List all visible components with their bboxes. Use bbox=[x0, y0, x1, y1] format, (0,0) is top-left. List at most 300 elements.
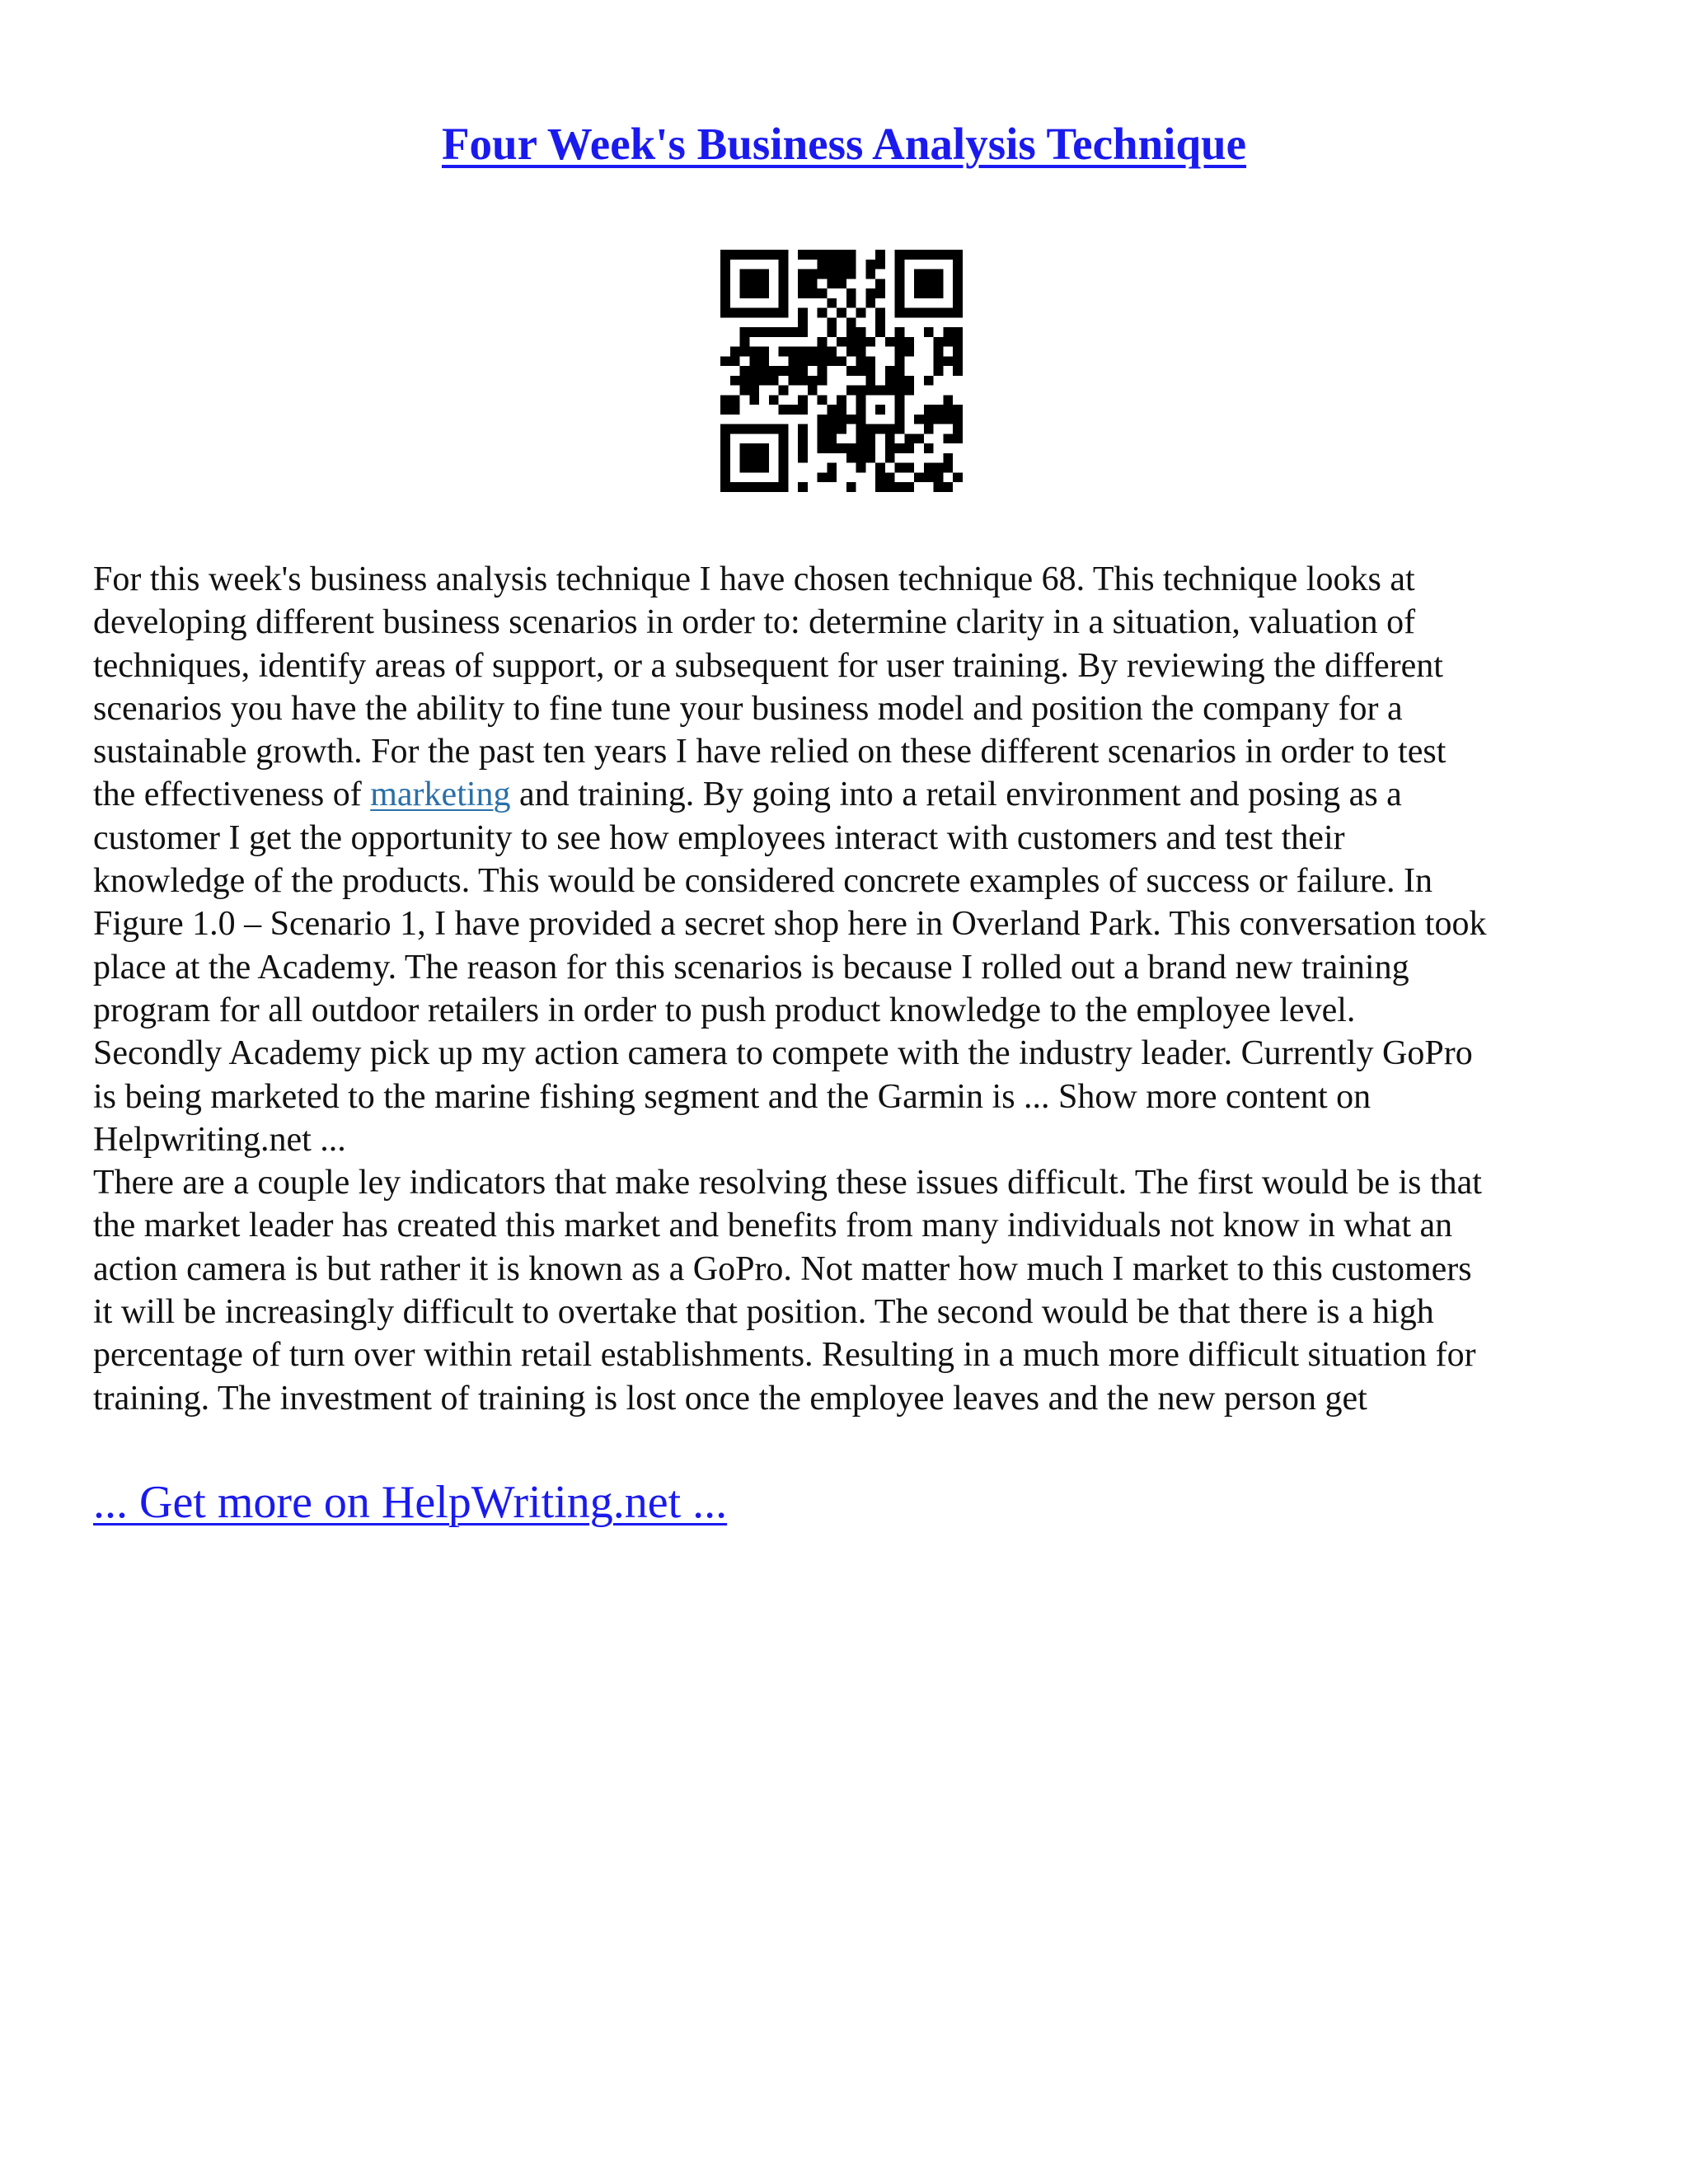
qr-module bbox=[837, 424, 846, 434]
qr-module bbox=[953, 415, 963, 424]
qr-module bbox=[924, 443, 934, 453]
marketing-link[interactable]: marketing bbox=[370, 776, 511, 814]
qr-module bbox=[846, 453, 856, 463]
qr-module bbox=[798, 434, 808, 443]
qr-module bbox=[759, 250, 769, 260]
qr-module bbox=[798, 269, 808, 279]
qr-module bbox=[895, 405, 905, 415]
qr-module bbox=[885, 453, 895, 463]
qr-module bbox=[769, 482, 779, 492]
qr-module bbox=[943, 453, 953, 463]
qr-module bbox=[720, 308, 730, 318]
qr-module bbox=[779, 405, 789, 415]
qr-module bbox=[730, 482, 740, 492]
qr-module bbox=[934, 405, 944, 415]
qr-module bbox=[818, 356, 828, 366]
qr-module bbox=[779, 298, 789, 308]
qr-module bbox=[943, 463, 953, 473]
qr-module bbox=[924, 463, 934, 473]
qr-module bbox=[934, 347, 944, 357]
qr-module bbox=[934, 288, 944, 298]
qr-module bbox=[924, 424, 934, 434]
qr-module bbox=[749, 453, 759, 463]
qr-module bbox=[827, 434, 837, 443]
qr-module bbox=[895, 298, 905, 308]
qr-module bbox=[749, 327, 759, 337]
qr-module bbox=[798, 279, 808, 288]
qr-module bbox=[934, 356, 944, 366]
qr-module bbox=[827, 317, 837, 327]
qr-module bbox=[934, 472, 944, 482]
qr-module bbox=[720, 453, 730, 463]
qr-module bbox=[818, 415, 828, 424]
qr-module bbox=[875, 279, 885, 288]
qr-module bbox=[740, 279, 750, 288]
qr-module bbox=[779, 260, 789, 269]
text-line: training. The investment of training is lost once the employee leaves and the new person get bbox=[93, 1379, 1367, 1418]
qr-module bbox=[759, 424, 769, 434]
qr-module bbox=[953, 308, 963, 318]
qr-module bbox=[865, 443, 875, 453]
qr-module bbox=[730, 395, 740, 405]
qr-module bbox=[798, 327, 808, 337]
qr-module bbox=[885, 366, 895, 376]
qr-module bbox=[943, 415, 953, 424]
text-line: action camera is but rather it is known as a GoPro. Not matter how much I market to this customers bbox=[93, 1249, 1472, 1288]
qr-module bbox=[749, 482, 759, 492]
qr-module bbox=[895, 395, 905, 405]
qr-module bbox=[875, 424, 885, 434]
qr-module bbox=[865, 366, 875, 376]
qr-module bbox=[875, 308, 885, 318]
qr-module bbox=[953, 269, 963, 279]
qr-module bbox=[827, 327, 837, 337]
qr-module bbox=[865, 288, 875, 298]
qr-module bbox=[818, 472, 828, 482]
qr-module bbox=[846, 386, 856, 396]
qr-module bbox=[749, 443, 759, 453]
qr-module bbox=[856, 415, 866, 424]
qr-module bbox=[769, 308, 779, 318]
qr-module bbox=[895, 260, 905, 269]
qr-module bbox=[895, 250, 905, 260]
qr-module bbox=[943, 250, 953, 260]
qr-module bbox=[730, 356, 740, 366]
text-line: sustainable growth. For the past ten years I have relied on these different scenarios in order to test bbox=[93, 733, 1447, 771]
text-line: place at the Academy. The reason for this scenarios is because I rolled out a brand new training bbox=[93, 948, 1409, 987]
qr-module bbox=[730, 347, 740, 357]
qr-module bbox=[749, 347, 759, 357]
text-line: knowledge of the products. This would be considered concrete examples of success or failure. In bbox=[93, 862, 1433, 901]
qr-module bbox=[885, 482, 895, 492]
qr-module bbox=[827, 260, 837, 269]
qr-module bbox=[895, 308, 905, 318]
qr-module bbox=[846, 269, 856, 279]
qr-module bbox=[720, 405, 730, 415]
qr-module bbox=[818, 443, 828, 453]
qr-module bbox=[779, 279, 789, 288]
text-line: Figure 1.0 – Scenario 1, I have provided a secret shop here in Overland Park. This conversation took bbox=[93, 905, 1487, 944]
qr-module bbox=[837, 395, 846, 405]
qr-module bbox=[779, 366, 789, 376]
title-link[interactable]: Four Week's Business Analysis Technique bbox=[441, 119, 1247, 169]
qr-module bbox=[837, 308, 846, 318]
qr-module bbox=[798, 347, 808, 357]
qr-module bbox=[943, 395, 953, 405]
qr-module bbox=[856, 327, 866, 337]
qr-module bbox=[740, 443, 750, 453]
qr-module bbox=[788, 327, 798, 337]
qr-module bbox=[827, 356, 837, 366]
qr-module bbox=[749, 288, 759, 298]
qr-module bbox=[943, 405, 953, 415]
text-line: For this week's business analysis technique I have chosen technique 68. This technique looks at bbox=[93, 560, 1415, 598]
qr-module bbox=[798, 405, 808, 415]
qr-module bbox=[895, 279, 905, 288]
qr-module bbox=[934, 482, 944, 492]
qr-module bbox=[953, 288, 963, 298]
qr-module bbox=[856, 405, 866, 415]
qr-module bbox=[953, 250, 963, 260]
qr-module bbox=[924, 327, 934, 337]
qr-module bbox=[759, 279, 769, 288]
qr-module bbox=[837, 356, 846, 366]
qr-module bbox=[749, 395, 759, 405]
qr-module bbox=[798, 482, 808, 492]
qr-module bbox=[818, 337, 828, 347]
qr-module bbox=[904, 337, 914, 347]
qr-module bbox=[875, 260, 885, 269]
qr-module bbox=[720, 482, 730, 492]
qr-module bbox=[788, 405, 798, 415]
qr-module bbox=[720, 443, 730, 453]
qr-module bbox=[720, 424, 730, 434]
qr-module bbox=[808, 356, 818, 366]
text-line: Secondly Academy pick up my action camera to compete with the industry leader. Currently GoPro bbox=[93, 1034, 1473, 1073]
qr-module bbox=[875, 317, 885, 327]
qr-module bbox=[740, 482, 750, 492]
qr-module bbox=[837, 337, 846, 347]
text-line: program for all outdoor retailers in order to push product knowledge to the employee level. bbox=[93, 991, 1356, 1029]
qr-module bbox=[875, 327, 885, 337]
qr-module bbox=[895, 386, 905, 396]
qr-module bbox=[798, 317, 808, 327]
qr-module bbox=[846, 327, 856, 337]
qr-module bbox=[779, 386, 789, 396]
qr-module bbox=[846, 317, 856, 327]
qr-module bbox=[914, 434, 924, 443]
qr-module bbox=[798, 308, 808, 318]
qr-module bbox=[788, 347, 798, 357]
text-line: percentage of turn over within retail establishments. Resulting in a much more difficult situation for bbox=[93, 1336, 1476, 1375]
qr-module bbox=[856, 356, 866, 366]
qr-module bbox=[885, 376, 895, 386]
qr-module bbox=[885, 424, 895, 434]
qr-module bbox=[779, 453, 789, 463]
qr-module bbox=[904, 250, 914, 260]
qr-module bbox=[740, 376, 750, 386]
qr-module bbox=[895, 347, 905, 357]
qr-module bbox=[827, 463, 837, 473]
qr-module bbox=[904, 434, 914, 443]
qr-module bbox=[769, 366, 779, 376]
qr-module bbox=[798, 453, 808, 463]
qr-module bbox=[943, 434, 953, 443]
qr-module bbox=[943, 308, 953, 318]
qr-module bbox=[759, 269, 769, 279]
qr-module bbox=[856, 347, 866, 357]
qr-module bbox=[875, 482, 885, 492]
qr-module bbox=[924, 269, 934, 279]
text-line: Helpwriting.net ... bbox=[93, 1120, 346, 1159]
qr-module bbox=[924, 405, 934, 415]
qr-module bbox=[846, 250, 856, 260]
qr-module bbox=[865, 434, 875, 443]
qr-module bbox=[759, 463, 769, 473]
qr-module bbox=[837, 250, 846, 260]
qr-module bbox=[818, 250, 828, 260]
qr-module bbox=[720, 260, 730, 269]
qr-code-graphic bbox=[720, 250, 963, 492]
text-segment: the effectiveness of bbox=[93, 776, 371, 814]
qr-module bbox=[720, 395, 730, 405]
qr-module bbox=[808, 386, 818, 396]
qr-module bbox=[779, 443, 789, 453]
qr-module bbox=[865, 453, 875, 463]
qr-module bbox=[914, 288, 924, 298]
text-line: There are a couple ley indicators that make resolving these issues difficult. The first would be is that bbox=[93, 1164, 1482, 1202]
qr-module bbox=[895, 376, 905, 386]
qr-module bbox=[720, 279, 730, 288]
qr-module bbox=[759, 356, 769, 366]
qr-module bbox=[827, 472, 837, 482]
qr-module bbox=[740, 347, 750, 357]
qr-module bbox=[885, 443, 895, 453]
qr-module bbox=[827, 415, 837, 424]
qr-module bbox=[856, 308, 866, 318]
qr-module bbox=[818, 288, 828, 298]
qr-module bbox=[865, 356, 875, 366]
qr-module bbox=[749, 463, 759, 473]
qr-module bbox=[740, 337, 750, 347]
qr-module bbox=[740, 327, 750, 337]
qr-module bbox=[827, 405, 837, 415]
qr-module bbox=[730, 376, 740, 386]
qr-module bbox=[827, 347, 837, 357]
text-line: it will be increasingly difficult to overtake that position. The second would be that there is a high bbox=[93, 1293, 1434, 1332]
qr-module bbox=[740, 366, 750, 376]
page-title bbox=[0, 115, 1688, 173]
qr-module bbox=[779, 347, 789, 357]
qr-module bbox=[943, 482, 953, 492]
qr-module bbox=[953, 260, 963, 269]
text-line: techniques, identify areas of support, or a subsequent for user training. By reviewing the different bbox=[93, 646, 1443, 685]
qr-module bbox=[759, 366, 769, 376]
qr-module bbox=[759, 347, 769, 357]
qr-module bbox=[730, 424, 740, 434]
qr-module bbox=[895, 356, 905, 366]
qr-module bbox=[827, 424, 837, 434]
text-line: customer I get the opportunity to see how employees interact with customers and test their bbox=[93, 818, 1345, 857]
qr-module bbox=[924, 250, 934, 260]
qr-module bbox=[924, 472, 934, 482]
qr-module bbox=[798, 395, 808, 405]
qr-module bbox=[720, 463, 730, 473]
qr-module bbox=[856, 395, 866, 405]
qr-module bbox=[720, 472, 730, 482]
qr-module bbox=[895, 337, 905, 347]
qr-module bbox=[788, 376, 798, 386]
qr-module bbox=[904, 386, 914, 396]
qr-module bbox=[808, 279, 818, 288]
qr-module bbox=[904, 463, 914, 473]
qr-module bbox=[934, 279, 944, 288]
qr-module bbox=[827, 269, 837, 279]
qr-module bbox=[953, 347, 963, 357]
qr-module bbox=[818, 424, 828, 434]
qr-module bbox=[759, 453, 769, 463]
qr-module bbox=[740, 308, 750, 318]
qr-module bbox=[818, 366, 828, 376]
qr-module bbox=[818, 376, 828, 386]
qr-module bbox=[779, 269, 789, 279]
qr-module bbox=[779, 482, 789, 492]
qr-module bbox=[759, 482, 769, 492]
qr-module bbox=[740, 453, 750, 463]
qr-module bbox=[865, 269, 875, 279]
qr-module bbox=[924, 279, 934, 288]
text-line: developing different business scenarios in order to: determine clarity in a situation, valuation of bbox=[93, 603, 1416, 642]
qr-module bbox=[759, 308, 769, 318]
qr-module bbox=[914, 308, 924, 318]
qr-module bbox=[875, 288, 885, 298]
qr-module bbox=[924, 288, 934, 298]
qr-module bbox=[856, 453, 866, 463]
qr-module bbox=[720, 269, 730, 279]
qr-module bbox=[730, 405, 740, 415]
qr-module bbox=[943, 327, 953, 337]
qr-module bbox=[740, 288, 750, 298]
qr-module bbox=[953, 434, 963, 443]
qr-module bbox=[827, 298, 837, 308]
qr-module bbox=[808, 250, 818, 260]
qr-module bbox=[759, 327, 769, 337]
qr-module bbox=[837, 279, 846, 288]
qr-module bbox=[769, 376, 779, 386]
qr-module bbox=[779, 288, 789, 298]
qr-module bbox=[953, 327, 963, 337]
qr-module bbox=[856, 366, 866, 376]
qr-module bbox=[865, 337, 875, 347]
qr-module bbox=[808, 269, 818, 279]
qr-module bbox=[720, 356, 730, 366]
qr-module bbox=[769, 250, 779, 260]
qr-module bbox=[953, 405, 963, 415]
qr-module bbox=[875, 472, 885, 482]
qr-module bbox=[904, 376, 914, 386]
qr-module bbox=[895, 443, 905, 453]
qr-module bbox=[837, 260, 846, 269]
qr-module bbox=[924, 308, 934, 318]
qr-module bbox=[934, 366, 944, 376]
qr-module bbox=[846, 366, 856, 376]
qr-module bbox=[895, 366, 905, 376]
get-more-link[interactable]: ... Get more on HelpWriting.net ... bbox=[93, 1477, 728, 1528]
qr-module bbox=[875, 250, 885, 260]
qr-module bbox=[818, 269, 828, 279]
qr-module bbox=[934, 463, 944, 473]
qr-module bbox=[914, 472, 924, 482]
qr-module bbox=[904, 443, 914, 453]
qr-module bbox=[865, 376, 875, 386]
qr-module bbox=[943, 337, 953, 347]
qr-module bbox=[895, 288, 905, 298]
qr-module bbox=[895, 482, 905, 492]
qr-module bbox=[759, 288, 769, 298]
qr-module bbox=[740, 424, 750, 434]
qr-module bbox=[856, 337, 866, 347]
qr-module bbox=[856, 434, 866, 443]
qr-module bbox=[798, 443, 808, 453]
qr-module bbox=[953, 279, 963, 288]
qr-module bbox=[788, 366, 798, 376]
qr-module bbox=[818, 260, 828, 269]
qr-module bbox=[924, 415, 934, 424]
qr-module bbox=[914, 415, 924, 424]
qr-module bbox=[934, 308, 944, 318]
qr-module bbox=[934, 250, 944, 260]
qr-module bbox=[875, 463, 885, 473]
text-segment: and training. By going into a retail environment and posing as a bbox=[510, 776, 1402, 814]
qr-module bbox=[808, 376, 818, 386]
qr-module bbox=[885, 472, 895, 482]
qr-module bbox=[875, 405, 885, 415]
text-line: the market leader has created this market and benefits from many individuals not know in what an bbox=[93, 1207, 1453, 1245]
qr-module bbox=[856, 443, 866, 453]
qr-module bbox=[808, 347, 818, 357]
qr-module bbox=[837, 269, 846, 279]
qr-module bbox=[749, 279, 759, 288]
qr-module bbox=[749, 356, 759, 366]
qr-module bbox=[779, 327, 789, 337]
qr-module bbox=[740, 463, 750, 473]
qr-module bbox=[740, 250, 750, 260]
qr-module bbox=[846, 298, 856, 308]
text-line bbox=[93, 773, 1610, 816]
qr-module bbox=[924, 376, 934, 386]
qr-module bbox=[720, 434, 730, 443]
qr-module bbox=[740, 386, 750, 396]
qr-module bbox=[904, 347, 914, 357]
qr-module bbox=[798, 376, 808, 386]
qr-module bbox=[749, 366, 759, 376]
qr-module bbox=[943, 356, 953, 366]
qr-module bbox=[846, 482, 856, 492]
qr-module bbox=[779, 463, 789, 473]
qr-module bbox=[769, 424, 779, 434]
qr-module bbox=[885, 386, 895, 396]
qr-module bbox=[856, 424, 866, 434]
qr-module bbox=[827, 443, 837, 453]
qr-module bbox=[837, 443, 846, 453]
qr-module bbox=[953, 424, 963, 434]
qr-module bbox=[904, 482, 914, 492]
qr-module bbox=[895, 415, 905, 424]
qr-module bbox=[779, 250, 789, 260]
qr-module bbox=[846, 443, 856, 453]
qr-module bbox=[865, 386, 875, 396]
qr-module bbox=[856, 386, 866, 396]
